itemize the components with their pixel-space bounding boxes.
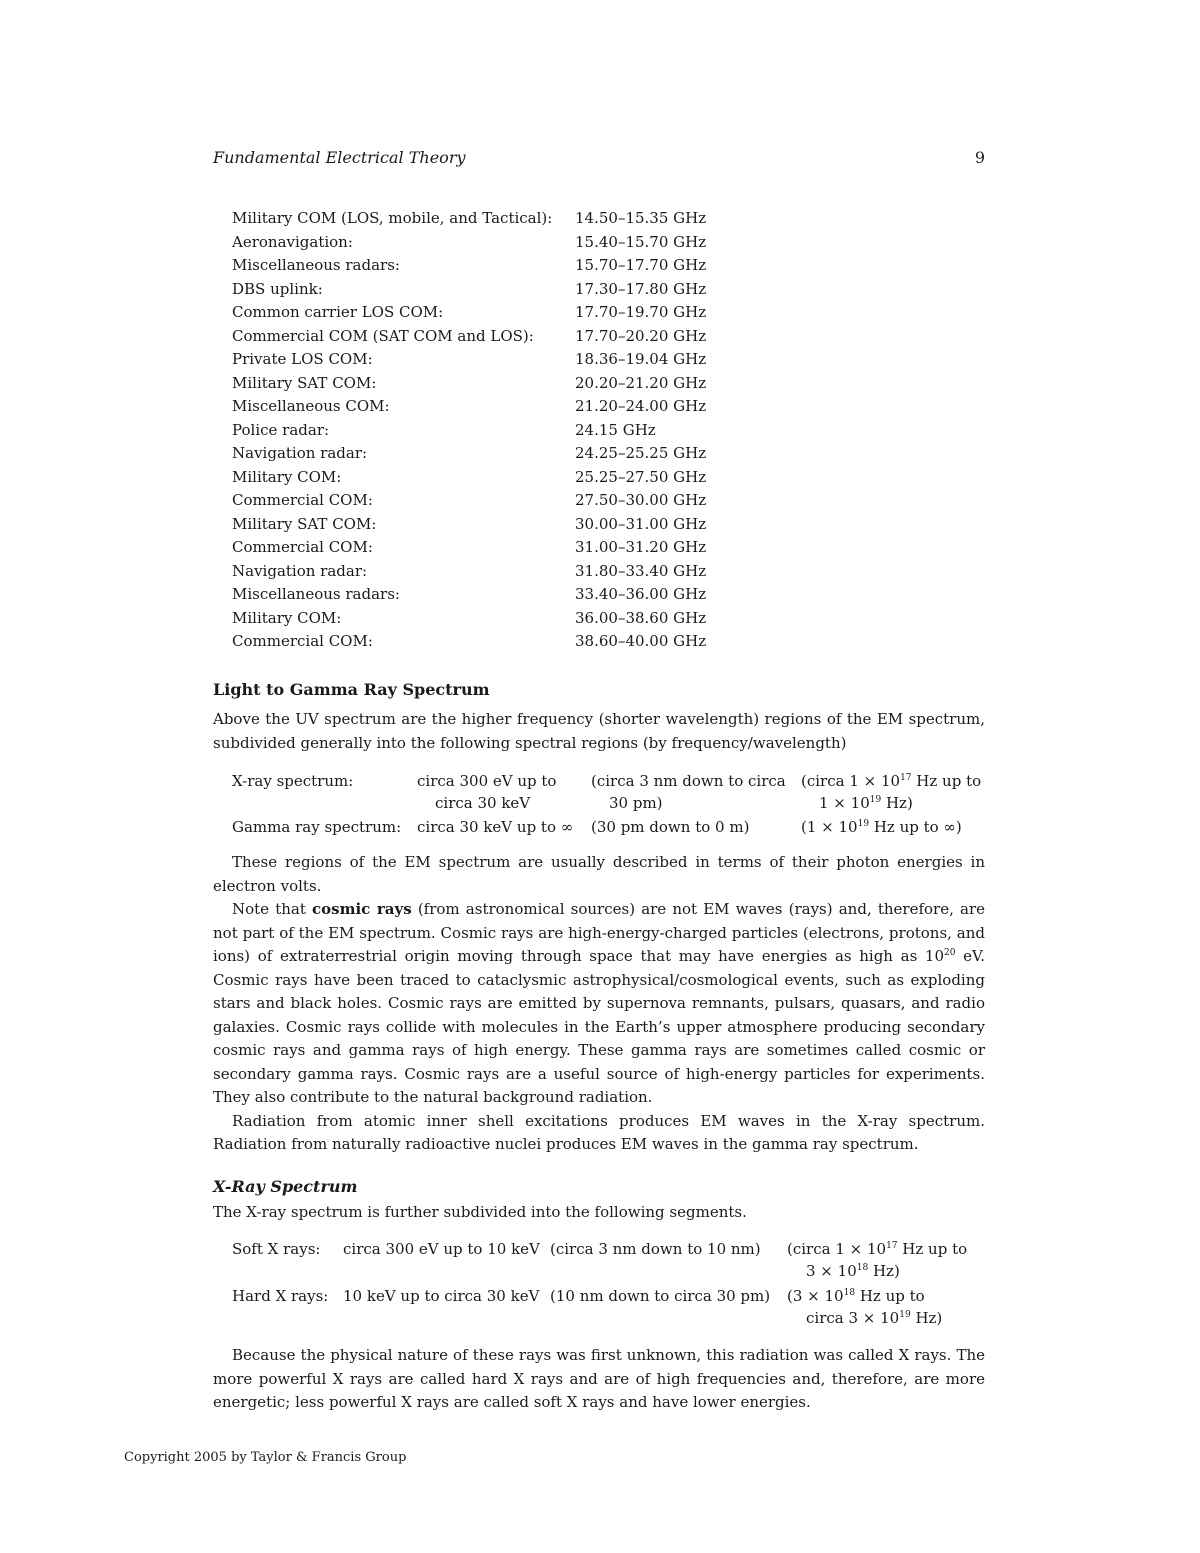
section-heading-xray: X-Ray Spectrum	[213, 1177, 358, 1196]
frequency-row	[232, 513, 752, 537]
frequency-row	[232, 583, 752, 607]
frequency-range-value: 17.70–19.70 GHz	[575, 303, 707, 321]
frequency-range-value: 18.36–19.04 GHz	[575, 350, 707, 368]
energy-cell: 10 keV up to circa 30 keV	[343, 1287, 540, 1305]
wavelength-line: (circa 3 nm down to circa	[591, 772, 786, 790]
frequency-range-value: 31.80–33.40 GHz	[575, 561, 707, 580]
frequency-service-label: Police radar:	[232, 420, 330, 439]
frequency-row	[232, 466, 752, 490]
frequency-range-value: 33.40–36.00 GHz	[575, 585, 707, 603]
frequency-service-label: Navigation radar:	[232, 444, 368, 462]
energy-cell: circa 30 keV up to ∞	[417, 818, 574, 836]
frequency-range-value: 14.50–15.35 GHz	[575, 209, 707, 227]
wavelength-cell: (10 nm down to circa 30 pm)	[550, 1287, 771, 1305]
frequency-service-label: Commercial COM:	[232, 632, 373, 650]
body-paragraph: Because the physical nature of these rays was first unknown, this radiation was called X rays. The more powerful X rays are called hard X rays and are of high frequencies and, therefore, are more energetic; less powerful X rays are called soft X rays and have lower energies.	[213, 1346, 985, 1411]
frequency-service-label: Commercial COM (SAT COM and LOS):	[232, 326, 534, 345]
frequency-row	[232, 489, 752, 513]
frequency-range-value: 17.70–20.20 GHz	[575, 326, 707, 345]
wavelength-cell: (circa 3 nm down to 10 nm)	[550, 1240, 761, 1258]
frequency-range-value: 24.15 GHz	[575, 420, 656, 439]
frequency-service-label: Miscellaneous COM:	[232, 397, 390, 415]
energy-line: circa 30 keV	[435, 794, 531, 812]
light-gamma-intro	[213, 708, 985, 755]
frequency-row	[232, 325, 752, 349]
frequency-row	[232, 607, 752, 631]
frequency-cell	[787, 1285, 942, 1329]
frequency-row	[232, 560, 752, 584]
frequency-row	[232, 442, 752, 466]
xray-body	[213, 1344, 985, 1415]
frequency-service-label: DBS uplink:	[232, 279, 323, 298]
frequency-line: circa $3 \times 10^{19}$ Hz)	[806, 1309, 943, 1327]
energy-cell: circa 300 eV up to 10 keV	[343, 1240, 540, 1258]
frequency-service-label: Military COM:	[232, 608, 342, 627]
frequency-row	[232, 278, 752, 302]
frequency-service-label: Commercial COM:	[232, 538, 373, 556]
energy-cell	[417, 770, 556, 814]
frequency-cell	[787, 1238, 967, 1282]
wavelength-cell	[591, 770, 786, 814]
frequency-range-value: 31.00–31.20 GHz	[575, 538, 707, 556]
spectral-regions-table	[232, 770, 992, 842]
frequency-row	[232, 419, 752, 443]
wavelength-cell: (30 pm down to 0 m)	[591, 818, 750, 836]
frequency-range-value: 17.30–17.80 GHz	[575, 279, 707, 298]
frequency-line: (circa $1 \times 10^{17}$ Hz up to	[801, 772, 982, 790]
frequency-row	[232, 301, 752, 325]
frequency-range-value: 38.60–40.00 GHz	[575, 632, 707, 650]
frequency-service-label: Private LOS COM:	[232, 350, 373, 368]
frequency-row	[232, 207, 752, 231]
frequency-range-value: 27.50–30.00 GHz	[575, 491, 707, 509]
running-title: Fundamental Electrical Theory	[213, 148, 466, 167]
frequency-service-label: Navigation radar:	[232, 561, 368, 580]
body-paragraph: These regions of the EM spectrum are usually described in terms of their photon energies in electron volts.	[213, 853, 985, 895]
body-paragraph: Radiation from atomic inner shell excitations produces EM waves in the X-ray spectrum. Radiation from naturally radioactive nuclei produces EM waves in the gamma ray spectrum.	[213, 1111, 985, 1153]
frequency-range-value: 30.00–31.00 GHz	[575, 514, 707, 533]
frequency-cell: ($1 \times 10^{19}$ Hz up to ∞)	[801, 818, 962, 836]
frequency-line: (circa $1 \times 10^{17}$ Hz up to	[787, 1240, 968, 1258]
xray-intro	[213, 1201, 985, 1225]
cosmic-rays-term: cosmic rays	[312, 900, 412, 918]
frequency-range-value: 24.25–25.25 GHz	[575, 444, 707, 462]
frequency-line: $1 \times 10^{19}$ Hz)	[819, 794, 913, 812]
energy-line: circa 300 eV up to	[417, 772, 557, 790]
frequency-allocation-list	[232, 207, 752, 654]
frequency-row	[232, 536, 752, 560]
frequency-range-value: 20.20–21.20 GHz	[575, 373, 707, 392]
copyright-footer: Copyright 2005 by Taylor & Francis Group	[124, 1450, 407, 1465]
frequency-row	[232, 630, 752, 654]
frequency-range-value: 21.20–24.00 GHz	[575, 397, 707, 415]
frequency-range-value: 15.70–17.70 GHz	[575, 256, 707, 274]
frequency-service-label: Aeronavigation:	[232, 232, 353, 251]
frequency-service-label: Military SAT COM:	[232, 373, 377, 392]
frequency-service-label: Miscellaneous radars:	[232, 585, 400, 603]
frequency-line: $3 \times 10^{18}$ Hz)	[806, 1262, 900, 1280]
frequency-row	[232, 348, 752, 372]
frequency-range-value: 15.40–15.70 GHz	[575, 232, 707, 251]
intro-paragraph: Above the UV spectrum are the higher frequency (shorter wavelength) regions of the EM spectrum, subdivided generally into the following spectral regions (by frequency/wavelength)	[213, 710, 985, 752]
frequency-row	[232, 254, 752, 278]
xray-segments-table	[232, 1238, 992, 1330]
wavelength-line: 30 pm)	[609, 794, 663, 812]
frequency-line: ($3 \times 10^{18}$ Hz up to	[787, 1287, 925, 1305]
frequency-service-label: Commercial COM:	[232, 491, 373, 509]
frequency-row	[232, 372, 752, 396]
row-label: X-ray spectrum:	[232, 772, 354, 790]
frequency-service-label: Military COM:	[232, 467, 342, 486]
section-heading-light-gamma: Light to Gamma Ray Spectrum	[213, 680, 490, 699]
frequency-range-value: 25.25–27.50 GHz	[575, 467, 707, 486]
frequency-cell	[801, 770, 981, 814]
light-gamma-body	[213, 851, 985, 1157]
frequency-row	[232, 231, 752, 255]
frequency-service-label: Military COM (LOS, mobile, and Tactical):	[232, 209, 553, 227]
row-label: Soft X rays:	[232, 1240, 321, 1258]
row-label: Hard X rays:	[232, 1287, 329, 1305]
frequency-range-value: 36.00–38.60 GHz	[575, 608, 707, 627]
frequency-service-label: Common carrier LOS COM:	[232, 303, 444, 321]
cosmic-rays-paragraph: Note that cosmic rays (from astronomical sources) are not EM waves (rays) and, therefore, are not part of the EM spectrum. Cosmic rays are high-energy-charged particles (electrons, protons, and ions) of extraterrestrial origin moving through space that may have energies as high as $10^{20}$ eV. Cosmic rays have been traced to cataclysmic astrophysical/cosmological events, such as exploding stars and black holes. Cosmic rays are emitted by supernova remnants, pulsars, quasars, and radio galaxies. Cosmic rays collide with molecules in the Earth’s upper atmosphere producing secondary cosmic rays and gamma rays of high energy. These gamma rays are sometimes called cosmic or secondary gamma rays. Cosmic rays are a useful source of high-energy particles for experiments. They also contribute to the natural background radiation.	[213, 900, 986, 1106]
running-head	[213, 148, 985, 170]
row-label: Gamma ray spectrum:	[232, 818, 402, 836]
page-number: 9	[974, 148, 985, 167]
intro-paragraph: The X-ray spectrum is further subdivided into the following segments.	[213, 1203, 747, 1221]
frequency-row	[232, 395, 752, 419]
frequency-service-label: Military SAT COM:	[232, 514, 377, 533]
frequency-service-label: Miscellaneous radars:	[232, 256, 400, 274]
